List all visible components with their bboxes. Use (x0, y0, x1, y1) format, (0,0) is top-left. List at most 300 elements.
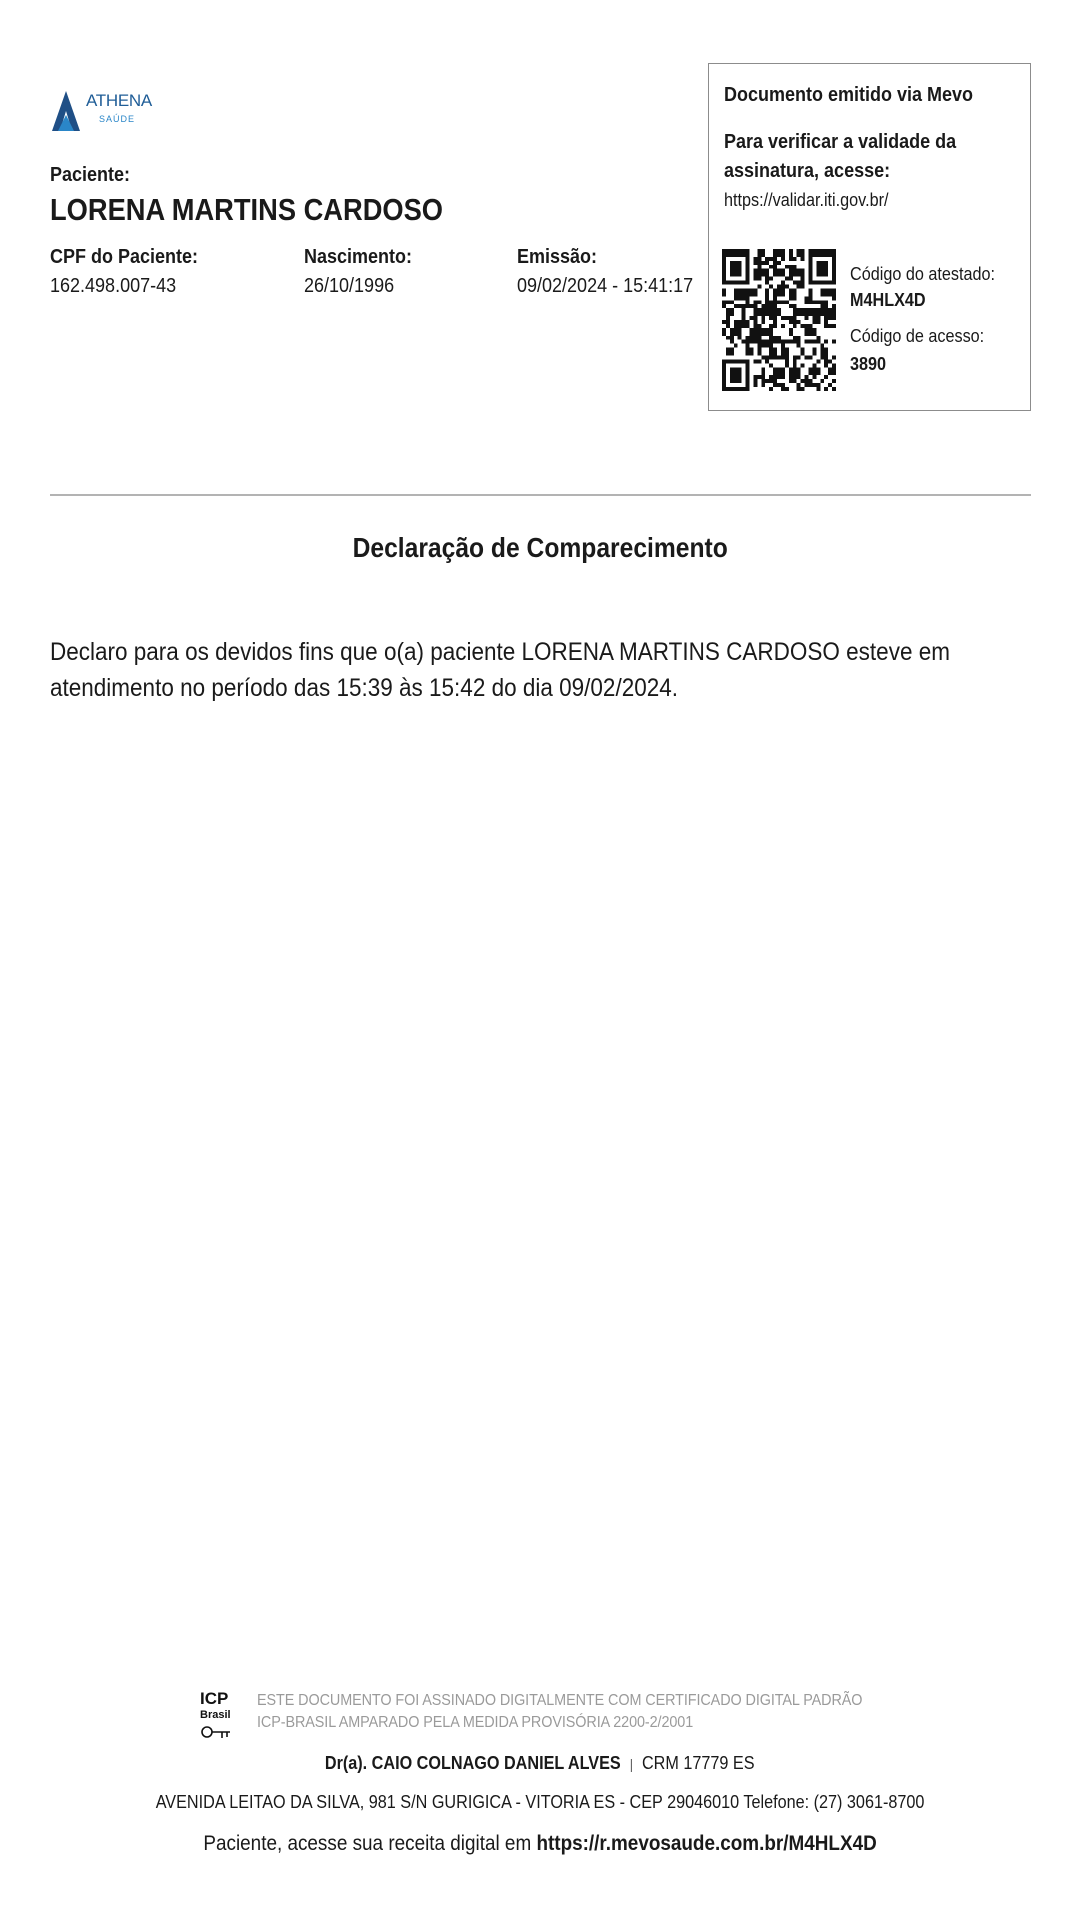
qr-module (769, 316, 773, 320)
qr-module (773, 324, 777, 328)
qr-module (805, 324, 809, 328)
qr-module (781, 281, 785, 285)
qr-module (805, 316, 809, 320)
qr-module (824, 312, 828, 316)
qr-module (742, 316, 746, 320)
qr-module (757, 324, 761, 328)
qr-module (765, 328, 769, 332)
qr-module (828, 367, 832, 371)
qr-module (722, 363, 726, 367)
emission-label: Emissão: (517, 246, 598, 268)
qr-module (808, 292, 812, 296)
qr-module (781, 285, 785, 289)
qr-module (773, 316, 777, 320)
qr-module (722, 367, 726, 371)
qr-module (816, 387, 820, 391)
qr-module (726, 312, 730, 316)
qr-module (797, 340, 801, 344)
qr-module (757, 312, 761, 316)
qr-module (793, 363, 797, 367)
qr-module (757, 340, 761, 344)
qr-module (785, 352, 789, 356)
qr-module (824, 292, 828, 296)
qr-module (801, 312, 805, 316)
qr-module (746, 340, 750, 344)
qr-module (765, 332, 769, 336)
qr-module (761, 253, 765, 257)
qr-module (824, 324, 828, 328)
qr-module (808, 288, 812, 292)
qr-module (757, 257, 761, 261)
qr-module (820, 292, 824, 296)
qr-module (722, 304, 726, 308)
qr-module (742, 296, 746, 300)
qr-module (746, 300, 750, 304)
qr-module (750, 340, 754, 344)
document-body: Declaro para os devidos fins que o(a) paciente LORENA MARTINS CARDOSO esteve em atendimento no período das 15:39 às 15:42 do dia 09/02/2024. (50, 638, 950, 702)
qr-module (734, 253, 738, 257)
qr-module (824, 300, 828, 304)
qr-module (808, 277, 812, 281)
qr-module (738, 273, 742, 277)
qr-module (824, 348, 828, 352)
qr-module (765, 308, 769, 312)
qr-module (816, 269, 820, 273)
prescription-link-line (0, 1832, 1080, 1856)
qr-module (832, 269, 836, 273)
qr-module (734, 379, 738, 383)
qr-module (773, 383, 777, 387)
qr-module (808, 253, 812, 257)
qr-module (722, 371, 726, 375)
qr-module (801, 249, 805, 253)
qr-module (746, 363, 750, 367)
qr-module (722, 253, 726, 257)
qr-module (761, 273, 765, 277)
icp-notice-line-2: ICP-BRASIL AMPARADO PELA MEDIDA PROVISÓRIA 2200-2/2001 (257, 1714, 694, 1731)
qr-module (793, 356, 797, 360)
qr-module (765, 296, 769, 300)
qr-module (773, 320, 777, 324)
qr-module (797, 367, 801, 371)
qr-module (738, 371, 742, 375)
doctor-line (0, 1753, 1080, 1774)
certificate-code-label: Código do atestado: (850, 264, 996, 284)
qr-module (832, 257, 836, 261)
qr-module (757, 375, 761, 379)
qr-code-icon (722, 249, 836, 391)
qr-module (757, 300, 761, 304)
qr-module (828, 249, 832, 253)
qr-module (757, 249, 761, 253)
qr-module (761, 316, 765, 320)
qr-module (773, 265, 777, 269)
prescription-link[interactable]: https://r.mevosaude.com.br/M4HLX4D (536, 1832, 877, 1855)
qr-module (808, 308, 812, 312)
qr-module (753, 277, 757, 281)
qr-module (761, 269, 765, 273)
qr-module (785, 348, 789, 352)
qr-module (785, 387, 789, 391)
qr-module (750, 288, 754, 292)
qr-module (820, 261, 824, 265)
qr-module (773, 352, 777, 356)
qr-module (753, 320, 757, 324)
qr-module (812, 249, 816, 253)
qr-module (773, 249, 777, 253)
qr-module (746, 375, 750, 379)
qr-module (761, 375, 765, 379)
verification-url[interactable]: https://validar.iti.gov.br/ (724, 190, 889, 210)
cpf-label: CPF do Paciente: (50, 246, 199, 268)
qr-module (730, 379, 734, 383)
qr-module (742, 253, 746, 257)
qr-module (765, 359, 769, 363)
qr-module (793, 281, 797, 285)
qr-module (812, 308, 816, 312)
qr-module (777, 312, 781, 316)
qr-module (730, 332, 734, 336)
qr-module (789, 379, 793, 383)
qr-module (734, 249, 738, 253)
qr-module (812, 328, 816, 332)
qr-module (781, 292, 785, 296)
qr-module (765, 261, 769, 265)
qr-module (785, 359, 789, 363)
qr-module (746, 277, 750, 281)
qr-module (824, 316, 828, 320)
qr-module (765, 312, 769, 316)
qr-module (797, 371, 801, 375)
qr-module (746, 359, 750, 363)
qr-module (746, 352, 750, 356)
qr-module (777, 261, 781, 265)
qr-module (777, 292, 781, 296)
qr-module (722, 375, 726, 379)
qr-module (797, 281, 801, 285)
qr-module (808, 281, 812, 285)
qr-module (730, 308, 734, 312)
qr-module (769, 348, 773, 352)
qr-module (789, 320, 793, 324)
qr-module (797, 308, 801, 312)
qr-module (805, 340, 809, 344)
qr-module (824, 249, 828, 253)
qr-module (726, 308, 730, 312)
qr-module (832, 379, 836, 383)
qr-module (808, 269, 812, 273)
qr-module (816, 336, 820, 340)
qr-module (742, 320, 746, 324)
qr-module (730, 387, 734, 391)
qr-module (793, 359, 797, 363)
qr-module (812, 312, 816, 316)
qr-module (746, 320, 750, 324)
qr-module (769, 300, 773, 304)
qr-module (808, 249, 812, 253)
qr-module (824, 273, 828, 277)
qr-module (801, 363, 805, 367)
qr-module (824, 269, 828, 273)
qr-module (785, 300, 789, 304)
qr-module (816, 281, 820, 285)
qr-module (812, 281, 816, 285)
qr-module (722, 332, 726, 336)
qr-module (730, 249, 734, 253)
qr-module (761, 304, 765, 308)
qr-module (738, 379, 742, 383)
qr-module (832, 316, 836, 320)
logo-name: ATHENA (86, 91, 152, 110)
qr-module (753, 328, 757, 332)
qr-module (730, 261, 734, 265)
qr-module (730, 269, 734, 273)
qr-module (730, 375, 734, 379)
qr-module (757, 344, 761, 348)
qr-module (738, 324, 742, 328)
qr-module (750, 316, 754, 320)
qr-module (832, 261, 836, 265)
qr-module (832, 367, 836, 371)
qr-module (746, 261, 750, 265)
qr-module (738, 281, 742, 285)
qr-module (761, 312, 765, 316)
qr-module (808, 324, 812, 328)
qr-module (726, 324, 730, 328)
qr-module (726, 359, 730, 363)
qr-module (805, 383, 809, 387)
qr-module (828, 292, 832, 296)
qr-module (738, 359, 742, 363)
qr-module (750, 352, 754, 356)
qr-module (753, 324, 757, 328)
qr-module (828, 312, 832, 316)
qr-module (805, 312, 809, 316)
qr-module (722, 359, 726, 363)
qr-module (805, 308, 809, 312)
qr-module (722, 292, 726, 296)
qr-module (793, 308, 797, 312)
qr-module (812, 332, 816, 336)
qr-module (730, 265, 734, 269)
qr-module (793, 265, 797, 269)
qr-module (761, 379, 765, 383)
qr-module (777, 300, 781, 304)
qr-module (828, 371, 832, 375)
qr-module (808, 300, 812, 304)
qr-module (750, 348, 754, 352)
qr-module (789, 292, 793, 296)
qr-module (750, 332, 754, 336)
qr-module (828, 324, 832, 328)
qr-module (742, 387, 746, 391)
qr-module (722, 320, 726, 324)
qr-module (801, 277, 805, 281)
qr-module (816, 249, 820, 253)
qr-module (812, 371, 816, 375)
qr-module (726, 336, 730, 340)
qr-module (773, 257, 777, 261)
qr-module (722, 288, 726, 292)
qr-module (773, 375, 777, 379)
qr-module (726, 320, 730, 324)
qr-module (789, 273, 793, 277)
qr-module (785, 316, 789, 320)
qr-module (777, 383, 781, 387)
qr-module (722, 328, 726, 332)
qr-module (769, 285, 773, 289)
qr-module (832, 249, 836, 253)
qr-module (765, 300, 769, 304)
qr-module (801, 257, 805, 261)
qr-module (765, 304, 769, 308)
qr-module (793, 379, 797, 383)
qr-module (734, 288, 738, 292)
qr-module (797, 312, 801, 316)
qr-module (765, 273, 769, 277)
qr-module (828, 383, 832, 387)
qr-module (781, 273, 785, 277)
qr-module (742, 249, 746, 253)
qr-module (816, 316, 820, 320)
qr-module (757, 352, 761, 356)
qr-module (808, 340, 812, 344)
qr-module (793, 375, 797, 379)
qr-module (828, 308, 832, 312)
clinic-address-text: AVENIDA LEITAO DA SILVA, 981 S/N GURIGICA - VITORIA ES - CEP 29046010 Telefone: (27) 3061-8700 (155, 1792, 925, 1812)
qr-module (824, 363, 828, 367)
qr-module (777, 269, 781, 273)
qr-module (746, 383, 750, 387)
qr-module (777, 367, 781, 371)
qr-module (801, 308, 805, 312)
qr-module (722, 379, 726, 383)
qr-module (781, 352, 785, 356)
qr-module (730, 312, 734, 316)
qr-module (793, 257, 797, 261)
qr-module (738, 336, 742, 340)
qr-module (746, 249, 750, 253)
qr-module (781, 348, 785, 352)
icp-notice-line-1: ESTE DOCUMENTO FOI ASSINADO DIGITALMENTE COM CERTIFICADO DIGITAL PADRÃO (257, 1692, 863, 1709)
qr-module (781, 356, 785, 360)
qr-module (769, 363, 773, 367)
qr-module (797, 356, 801, 360)
qr-module (746, 336, 750, 340)
qr-module (801, 324, 805, 328)
qr-module (738, 332, 742, 336)
emission-value: 09/02/2024 - 15:41:17 (517, 275, 694, 297)
qr-module (789, 371, 793, 375)
qr-module (777, 285, 781, 289)
qr-module (773, 292, 777, 296)
qr-module (785, 277, 789, 281)
qr-module (734, 304, 738, 308)
qr-module (832, 387, 836, 391)
qr-module (808, 383, 812, 387)
qr-module (753, 336, 757, 340)
qr-module (808, 371, 812, 375)
qr-module (797, 269, 801, 273)
qr-module (750, 328, 754, 332)
qr-module (761, 332, 765, 336)
qr-module (738, 265, 742, 269)
qr-module (730, 352, 734, 356)
qr-module (808, 356, 812, 360)
qr-module (738, 387, 742, 391)
qr-module (730, 336, 734, 340)
qr-module (832, 324, 836, 328)
qr-module (773, 340, 777, 344)
qr-module (832, 304, 836, 308)
qr-module (738, 249, 742, 253)
qr-module (722, 300, 726, 304)
qr-module (785, 285, 789, 289)
logo-subtitle: SAÚDE (99, 114, 136, 124)
qr-module (816, 340, 820, 344)
qr-module (777, 356, 781, 360)
qr-module (722, 387, 726, 391)
qr-module (773, 273, 777, 277)
qr-module (753, 316, 757, 320)
qr-module (793, 312, 797, 316)
qr-module (789, 257, 793, 261)
qr-module (793, 269, 797, 273)
qr-module (824, 253, 828, 257)
qr-module (816, 320, 820, 324)
qr-module (769, 387, 773, 391)
qr-module (769, 332, 773, 336)
qr-module (820, 348, 824, 352)
qr-module (801, 379, 805, 383)
qr-module (722, 277, 726, 281)
qr-module (738, 261, 742, 265)
qr-module (761, 320, 765, 324)
qr-module (773, 300, 777, 304)
qr-module (808, 296, 812, 300)
qr-module (773, 261, 777, 265)
qr-module (777, 273, 781, 277)
qr-module (738, 304, 742, 308)
qr-module (761, 340, 765, 344)
qr-module (769, 312, 773, 316)
qr-module (765, 356, 769, 360)
qr-module (808, 367, 812, 371)
qr-module (820, 288, 824, 292)
qr-module (820, 281, 824, 285)
qr-module (816, 371, 820, 375)
qr-module (746, 367, 750, 371)
qr-module (812, 340, 816, 344)
qr-module (824, 356, 828, 360)
qr-module (812, 383, 816, 387)
qr-module (793, 367, 797, 371)
qr-module (781, 344, 785, 348)
qr-module (793, 336, 797, 340)
qr-module (765, 288, 769, 292)
qr-module (773, 348, 777, 352)
qr-module (765, 257, 769, 261)
qr-module (781, 324, 785, 328)
qr-module (789, 340, 793, 344)
qr-module (726, 253, 730, 257)
qr-module (801, 281, 805, 285)
qr-module (793, 292, 797, 296)
qr-module (753, 308, 757, 312)
qr-module (805, 300, 809, 304)
qr-module (761, 328, 765, 332)
document-title-text: Declaração de Comparecimento (352, 532, 728, 563)
